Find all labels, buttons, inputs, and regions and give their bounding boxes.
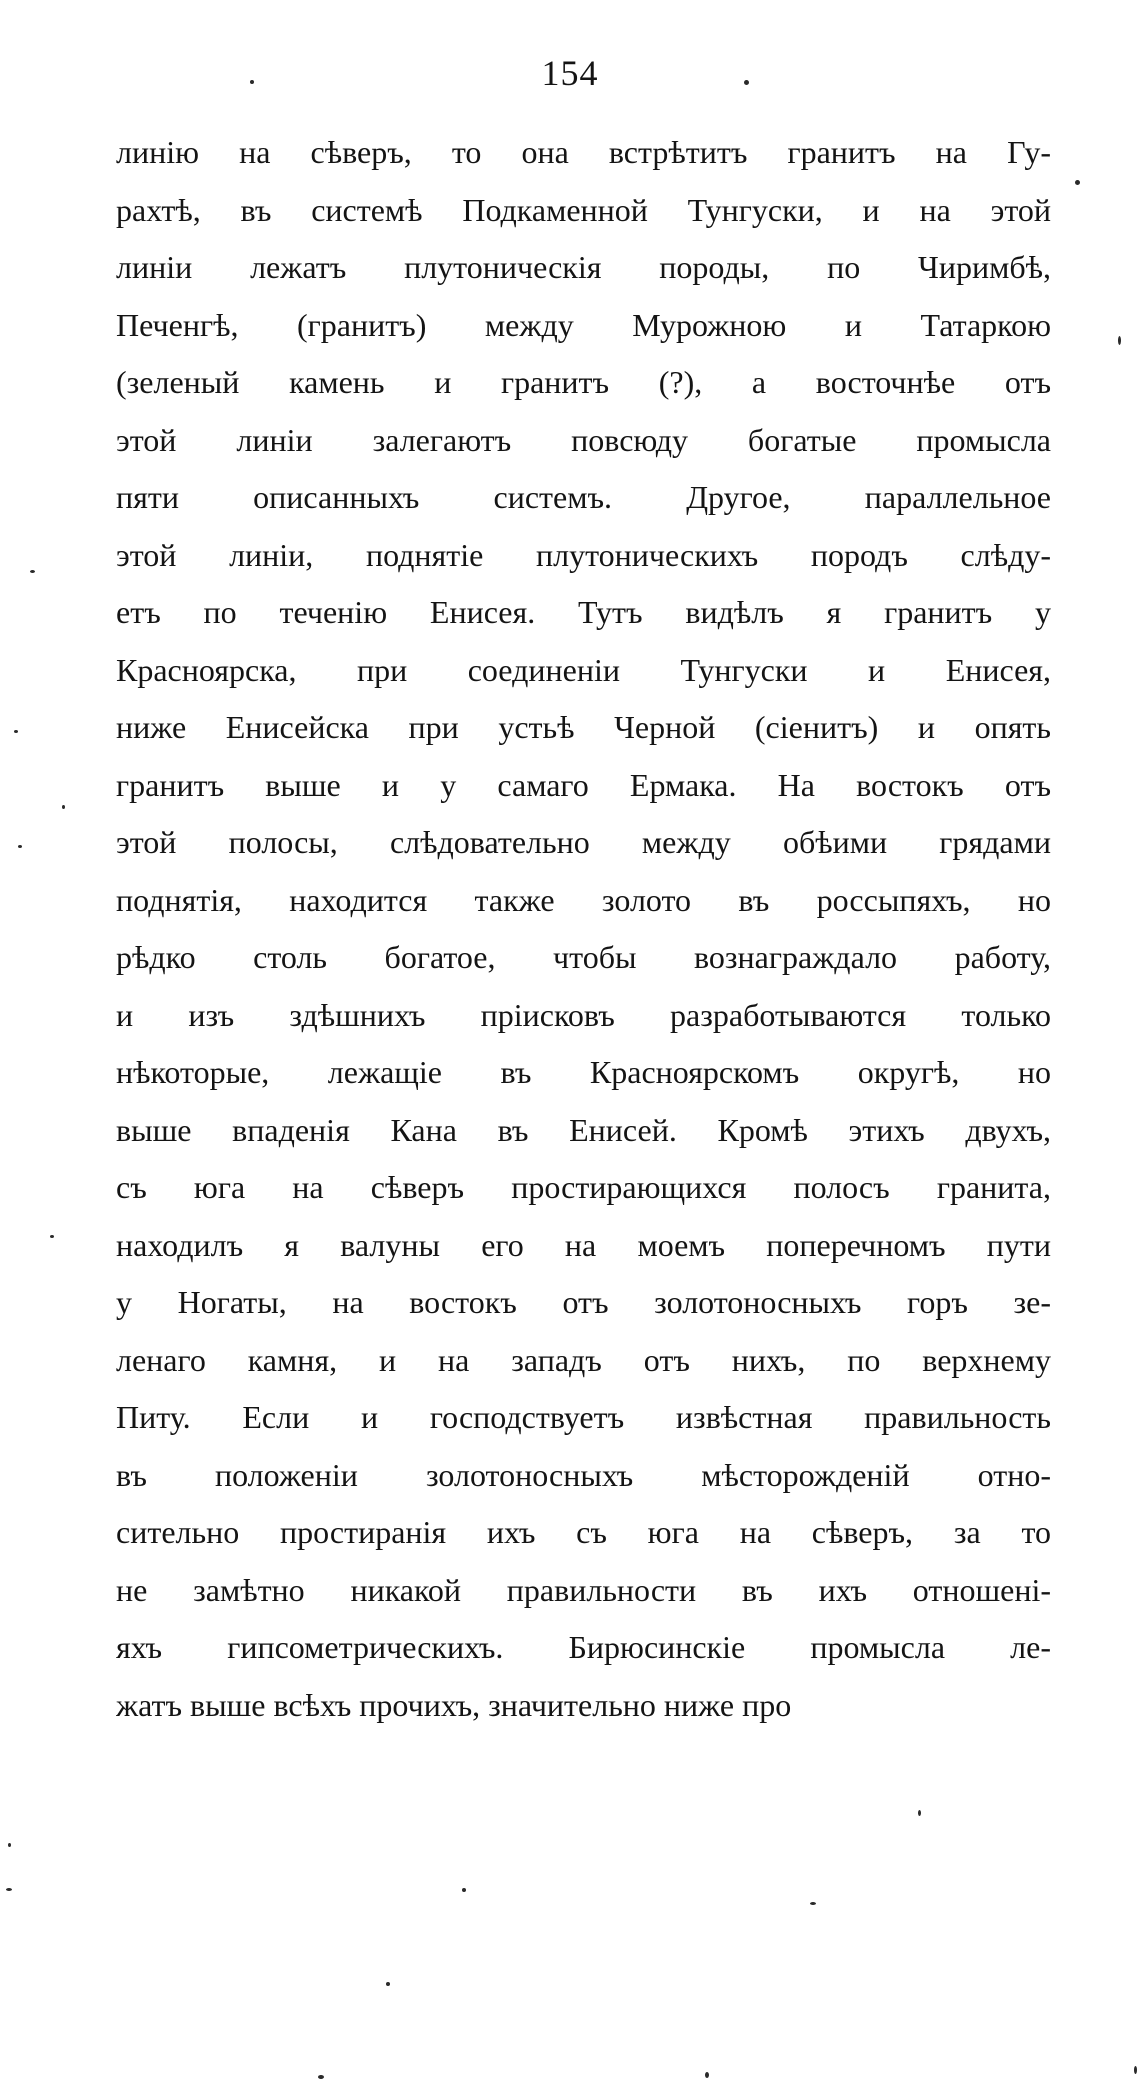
scan-speck [386, 1982, 390, 1986]
scan-speck [462, 1888, 466, 1892]
text-line: въ положеніи золотоносныхъ мѣсторожденій отно- [116, 1456, 1051, 1493]
text-line: этой полосы, слѣдовательно между обѣими грядами [116, 824, 1051, 860]
scan-speck [30, 570, 35, 573]
scan-speck [1134, 2066, 1137, 2074]
scan-speck [18, 845, 22, 848]
scan-speck [62, 805, 65, 809]
scan-speck [810, 1902, 816, 1905]
text-line: Красноярска, при соединеніи Тунгуски и Енисея, [116, 651, 1051, 688]
text-line: у Ногаты, на востокъ отъ золотоносныхъ горъ зе- [116, 1284, 1051, 1320]
scan-speck [918, 1810, 921, 1816]
scan-speck [744, 80, 749, 85]
scan-speck [705, 2072, 709, 2078]
text-line: этой линіи залегаютъ повсюду богатые промысла [116, 421, 1051, 458]
text-line: Печенгѣ, (гранитъ) между Мурожною и Татаркою [116, 306, 1051, 343]
text-line: не замѣтно никакой правильности въ ихъ отношені- [116, 1571, 1051, 1608]
text-line: поднятія, находится также золото въ россыпяхъ, но [116, 881, 1051, 918]
text-line: жатъ выше всѣхъ прочихъ, значительно ниже про [116, 1686, 792, 1723]
scan-speck [1118, 336, 1121, 345]
text-line: этой линіи, поднятіе плутоническихъ породъ слѣду- [116, 536, 1051, 573]
text-line: линіи лежатъ плутоническія породы, по Чиримбѣ, [116, 249, 1051, 285]
scan-speck [50, 1235, 54, 1238]
text-line: ленаго камня, и на западъ отъ нихъ, по верхнему [116, 1341, 1051, 1378]
scan-speck [14, 730, 18, 733]
text-line: сительно простиранія ихъ съ юга на сѣверъ, за то [116, 1514, 1051, 1550]
page-number: 154 [541, 53, 599, 93]
text-line: рахтѣ, въ системѣ Подкаменной Тунгуски, и на этой [116, 191, 1051, 228]
scan-speck [250, 80, 254, 84]
text-line: ниже Енисейска при устьѣ Черной (сіенитъ) и опять [116, 709, 1051, 745]
scan-speck [318, 2075, 324, 2079]
scan-speck [6, 1888, 12, 1891]
text-line: гранитъ выше и у самаго Ермака. На востокъ отъ [116, 766, 1051, 803]
body-text [116, 124, 1051, 1734]
scan-speck [8, 1843, 11, 1847]
text-line: рѣдко столь богатое, чтобы вознаграждало работу, [116, 939, 1051, 975]
scan-speck [1075, 180, 1080, 185]
text-line: нѣкоторые, лежащіе въ Красноярскомъ округѣ, но [116, 1054, 1051, 1090]
text-line: и изъ здѣшнихъ пріисковъ разработываются только [116, 996, 1051, 1033]
text-line: пяти описанныхъ системъ. Другое, параллельное [116, 479, 1051, 515]
text-line: (зеленый камень и гранитъ (?), а восточнѣе отъ [116, 364, 1051, 400]
text-line: етъ по теченію Енисея. Тутъ видѣлъ я гранитъ у [116, 594, 1051, 630]
text-line: выше впаденія Кана въ Енисей. Кромѣ этихъ двухъ, [116, 1111, 1051, 1148]
text-line: съ юга на сѣверъ простирающихся полосъ гранита, [116, 1169, 1051, 1205]
text-line: Питу. Если и господствуетъ извѣстная правильность [116, 1399, 1051, 1435]
text-line: яхъ гипсометрическихъ. Бирюсинскіе промысла ле- [116, 1629, 1051, 1665]
text-line: находилъ я валуны его на моемъ поперечномъ пути [116, 1226, 1051, 1263]
text-line: линію на сѣверъ, то она встрѣтитъ гранитъ на Гу- [116, 134, 1051, 170]
